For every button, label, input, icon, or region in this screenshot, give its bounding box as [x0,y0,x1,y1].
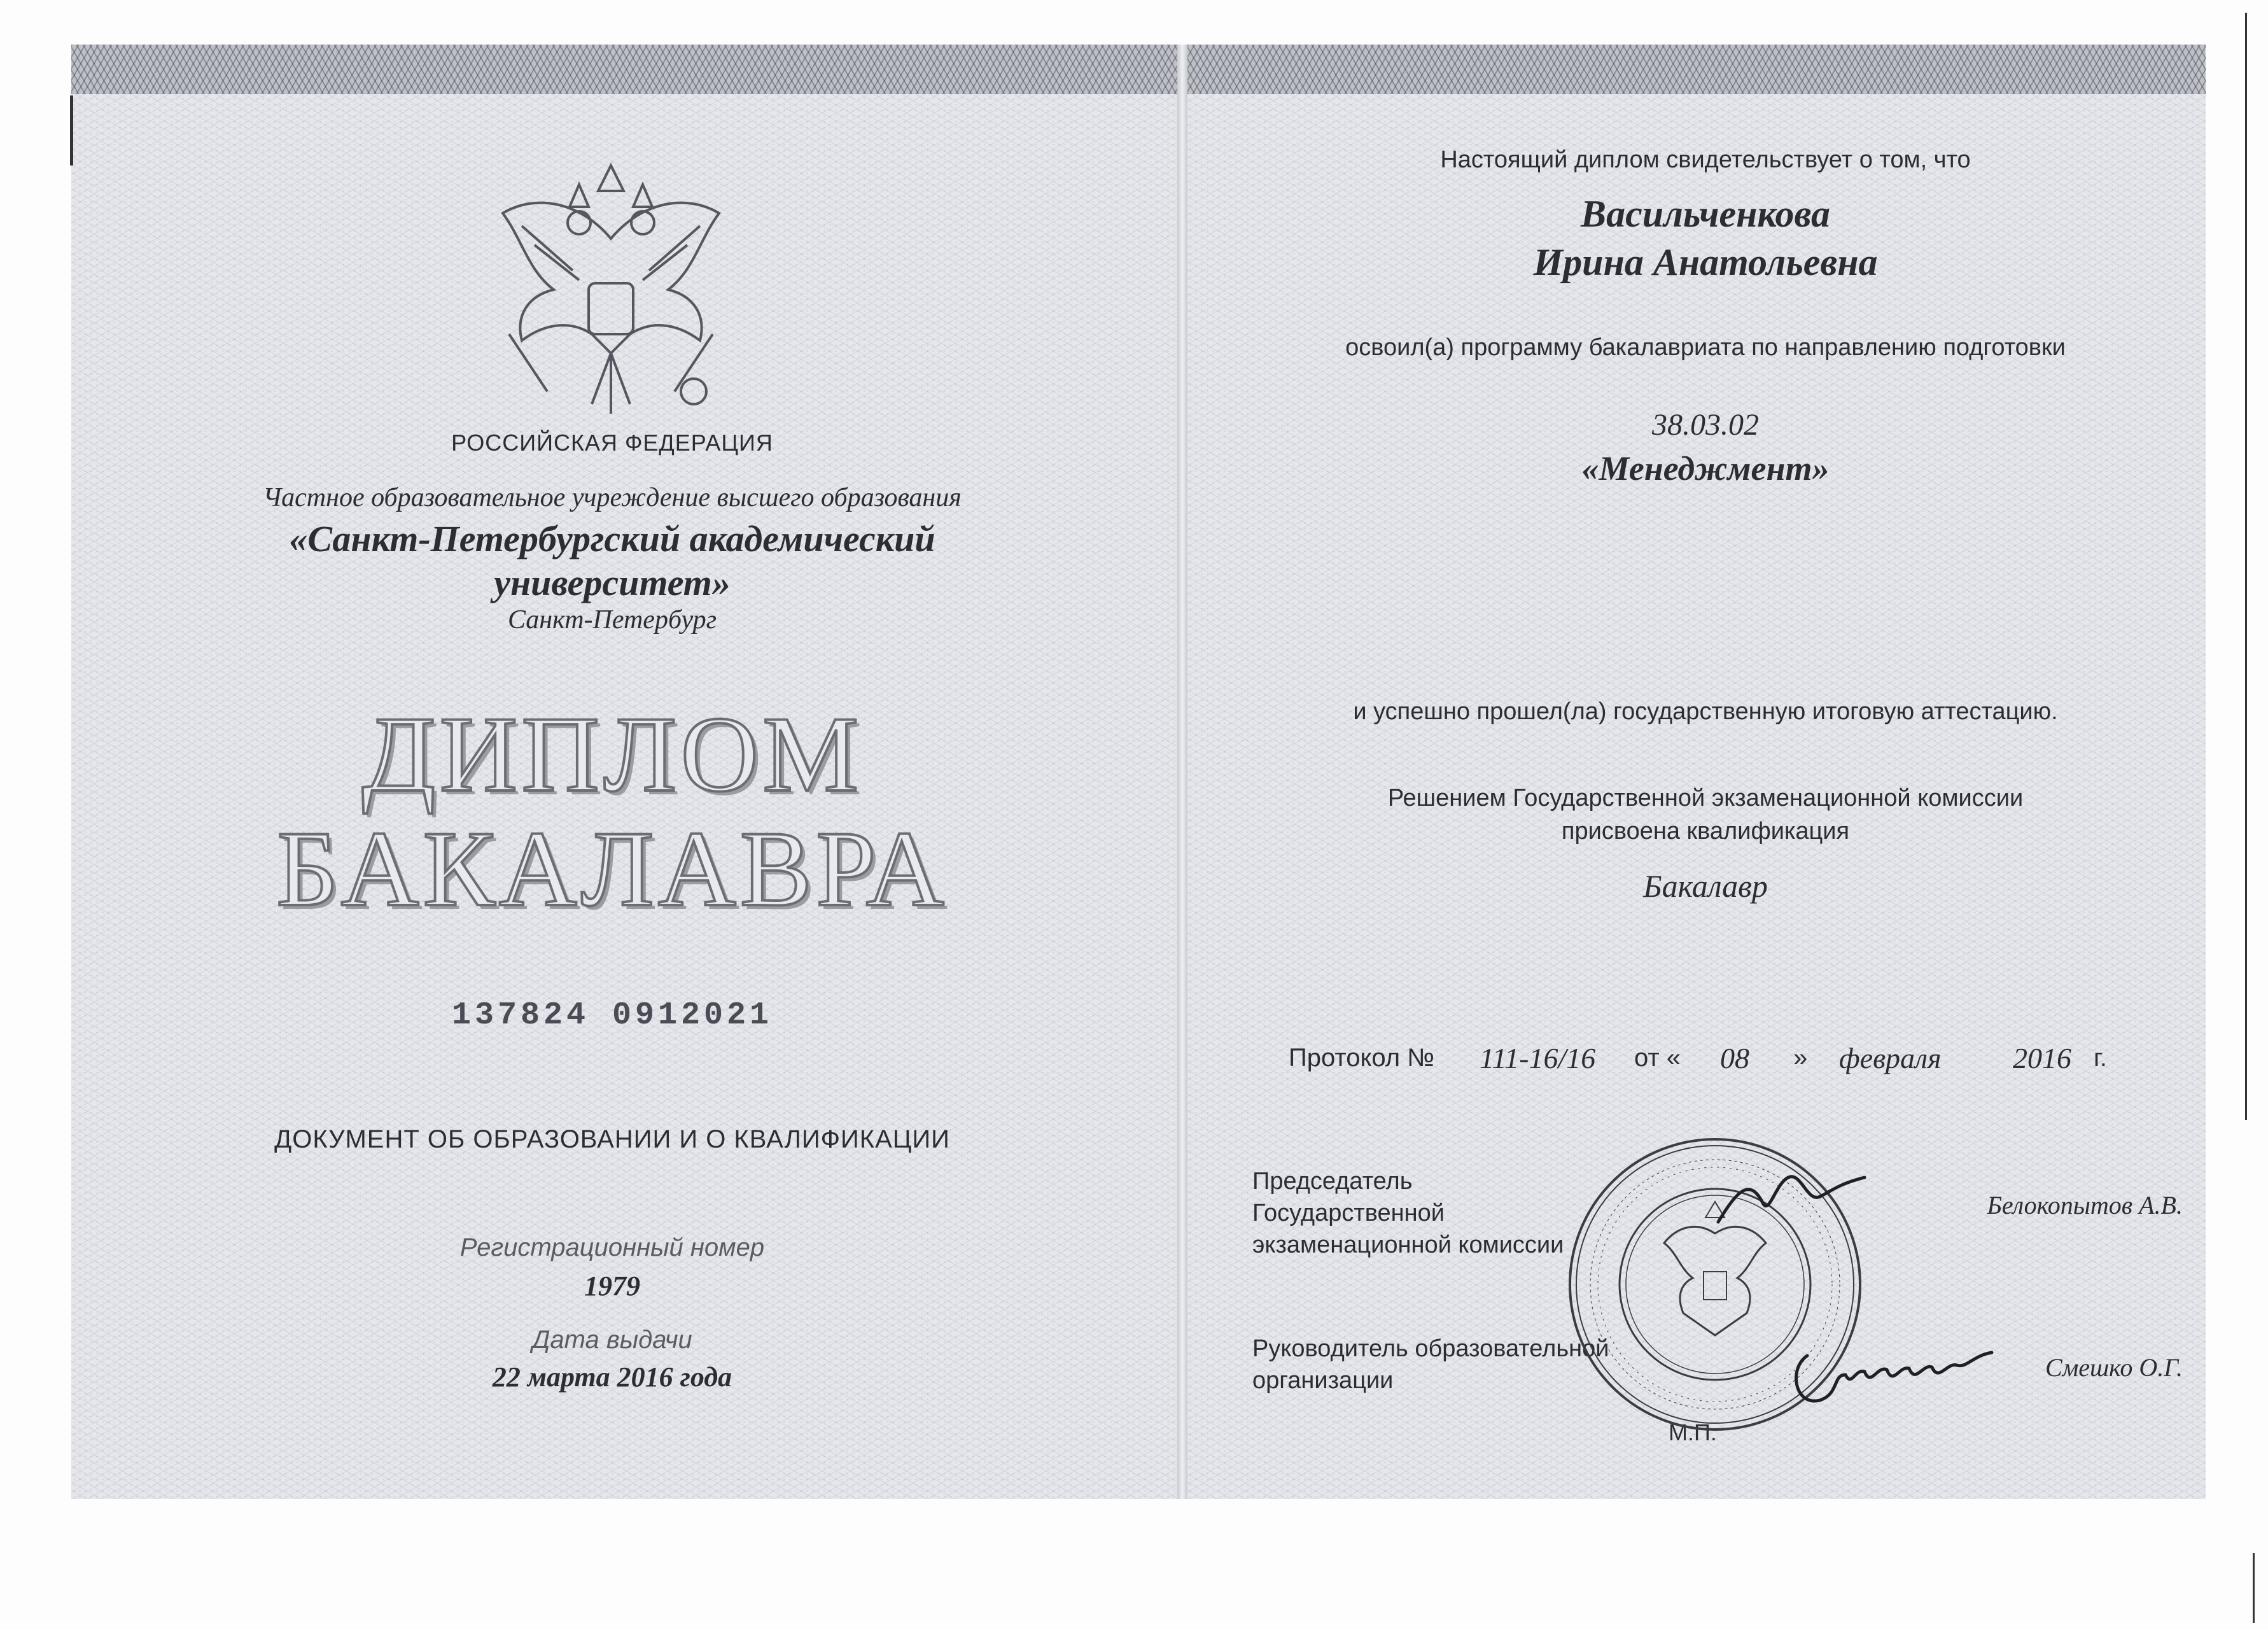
coat-of-arms-icon [484,162,738,430]
scan-edge-mark [2253,1553,2255,1623]
institution-name-line2: университет» [494,562,731,603]
protocol-close-quote: » [1793,1044,1808,1072]
issue-date: 22 марта 2016 года [492,1361,732,1393]
commission-decision-line2: присвоена квалификация [1561,818,1850,845]
head-title-line2: организации [1252,1367,1394,1394]
chairman-title-line2: Государственной [1252,1200,1445,1226]
chairman-title-line3: экзаменационной комиссии [1252,1232,1564,1258]
program-text: освоил(а) программу бакалавриата по направлению подготовки [1345,334,2066,361]
scan-edge-mark [70,95,73,165]
protocol-from-label: от « [1634,1044,1681,1072]
program-code: 38.03.02 [1652,408,1759,442]
protocol-label: Протокол № [1289,1044,1435,1072]
registration-number-label: Регистрационный номер [459,1233,765,1261]
qualification: Бакалавр [1643,868,1768,904]
institution-name-line1: «Санкт-Петербургский академический [289,518,935,559]
commission-decision-line1: Решением Государственной экзаменационной комиссии [1387,785,2024,811]
protocol-year-suffix: г. [2094,1044,2107,1072]
guilloche-border [1187,45,2206,94]
guilloche-border [71,45,1177,94]
chairman-signature-icon [1712,1165,1877,1235]
attestation-text: и успешно прошел(ла) государственную итоговую аттестацию. [1353,698,2058,725]
document-type: ДОКУМЕНТ ОБ ОБРАЗОВАНИИ И О КВАЛИФИКАЦИИ [274,1125,950,1153]
head-name: Смешко О.Г. [2045,1353,2183,1382]
chairman-name: Белокопытов А.В. [1987,1191,2183,1219]
country-name: РОССИЙСКАЯ ФЕДЕРАЦИЯ [451,430,773,456]
head-signature-icon [1782,1330,1998,1419]
head-title-line1: Руководитель образовательной [1252,1335,1609,1362]
diploma-serial-number: 137824 0912021 [451,997,773,1034]
diploma-title-line1: ДИПЛОМ [361,694,863,814]
scan-edge-mark [2245,13,2247,1120]
protocol-month: февраля [1839,1042,1942,1074]
institution-city: Санкт-Петербург [508,605,717,635]
institution-type: Частное образовательное учреждение высшего образования [263,483,962,512]
graduate-given-names: Ирина Анатольевна [1533,241,1878,283]
page-fold [1177,45,1187,1499]
protocol-day: 08 [1720,1042,1749,1074]
diploma-title-line2: БАКАЛАВРА [276,809,948,929]
chairman-title-line1: Председатель [1252,1168,1413,1195]
issue-date-label: Дата выдачи [532,1326,692,1354]
seal-place-mark: М.П. [1669,1419,1717,1445]
protocol-number: 111-16/16 [1480,1042,1596,1074]
certifies-text: Настоящий диплом свидетельствует о том, что [1440,146,1971,173]
graduate-surname: Васильченкова [1581,193,1830,235]
protocol-year: 2016 [2013,1042,2071,1074]
program-name: «Менеджмент» [1581,449,1830,488]
registration-number: 1979 [584,1270,640,1302]
